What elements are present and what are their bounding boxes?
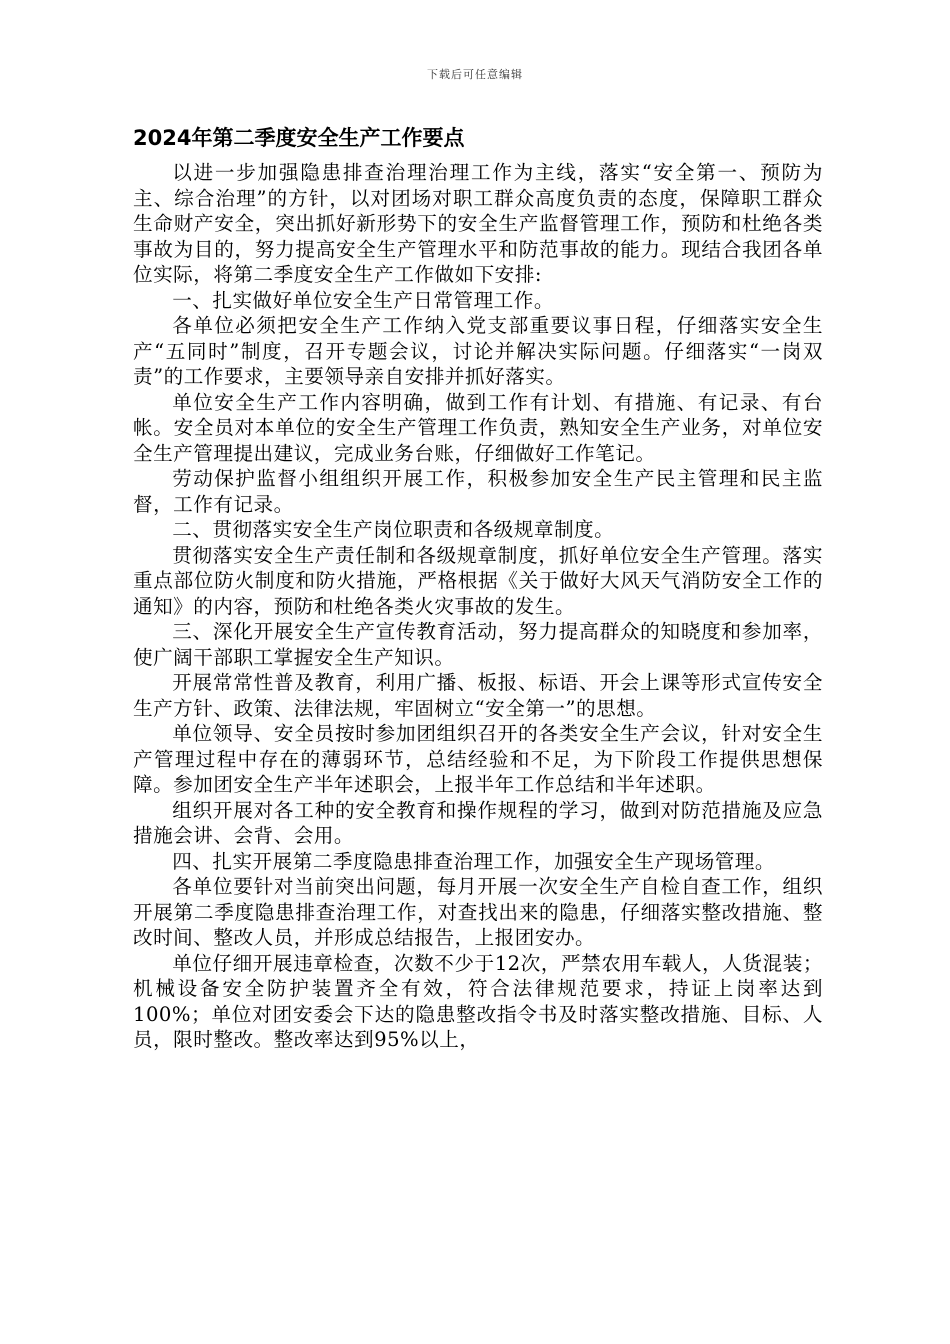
- section-heading-4: 四、扎实开展第二季度隐患排查治理工作，加强安全生产现场管理。: [172, 849, 775, 873]
- paragraph: 各单位必须把安全生产工作纳入党支部重要议事日程，仔细落实安全生产“五同时”制度，召开专题会议，讨论并解决实际问题。仔细落实“一岗双责”的工作要求，主要领导亲自安排并抓好落实。: [133, 314, 823, 388]
- section-heading-2: 二、贯彻落实安全生产岗位职责和各级规章制度。: [172, 518, 615, 541]
- paragraph: 单位安全生产工作内容明确，做到工作有计划、有措施、有记录、有台帐。安全员对本单位的安全生产管理工作负责，熟知安全生产业务，对单位安全生产管理提出建议，完成业务台账，仔细做好工作笔记。: [133, 390, 823, 465]
- document-body: [133, 160, 823, 1053]
- document-title: 2024年第二季度安全生产工作要点: [133, 126, 465, 150]
- paragraph: 劳动保护监督小组组织开展工作，积极参加安全生产民主管理和民主监督，工作有记录。: [133, 467, 823, 516]
- paragraph: 单位领导、安全员按时参加团组织召开的各类安全生产会议，针对安全生产管理过程中存在的薄弱环节，总结经验和不足，为下阶段工作提供思想保障。参加团安全生产半年述职会，上报半年工作总结和半年述职。: [133, 722, 823, 796]
- paragraph: 开展常常性普及教育，利用广播、板报、标语、开会上课等形式宣传安全生产方针、政策、法律法规，牢固树立“安全第一”的思想。: [133, 671, 823, 720]
- paragraph: 贯彻落实安全生产责任制和各级规章制度，抓好单位安全生产管理。落实重点部位防火制度和防火措施，严格根据《关于做好大风天气消防安全工作的通知》的内容，预防和杜绝各类火灾事故的发生。: [133, 543, 823, 618]
- paragraph: 单位仔细开展违章检查，次数不少于12次，严禁农用车载人，人货混装；机械设备安全防护装置齐全有效，符合法律规范要求，持证上岗率达到100%；单位对团安委会下达的隐患整改指令书及时落实整改措施、目标、人员，限时整改。整改率达到95%以上，: [133, 951, 823, 1051]
- paragraph: 各单位要针对当前突出问题，每月开展一次安全生产自检自查工作，组织开展第二季度隐患排查治理工作，对查找出来的隐患，仔细落实整改措施、整改时间、整改人员，并形成总结报告，上报团安办。: [133, 875, 823, 949]
- paragraph: 组织开展对各工种的安全教育和操作规程的学习，做到对防范措施及应急措施会讲、会背、会用。: [133, 798, 823, 847]
- section-heading-1: 一、扎实做好单位安全生产日常管理工作。: [172, 288, 554, 312]
- section-heading-3: 三、深化开展安全生产宣传教育活动，努力提高群众的知晓度和参加率，使广阔干部职工掌握安全生产知识。: [133, 620, 823, 669]
- paragraph-intro: 以进一步加强隐患排查治理治理工作为主线，落实“安全第一、预防为主、综合治理”的方针，以对团场对职工群众高度负责的态度，保障职工群众生命财产安全，突出抓好新形势下的安全生产监督管理工作，预防和杜绝各类事故为目的，努力提高安全生产管理水平和防范事故的能力。现结合我团各单位实际，将第二季度安全生产工作做如下安排:: [133, 161, 823, 286]
- page-header: 下载后可任意编辑: [427, 68, 523, 81]
